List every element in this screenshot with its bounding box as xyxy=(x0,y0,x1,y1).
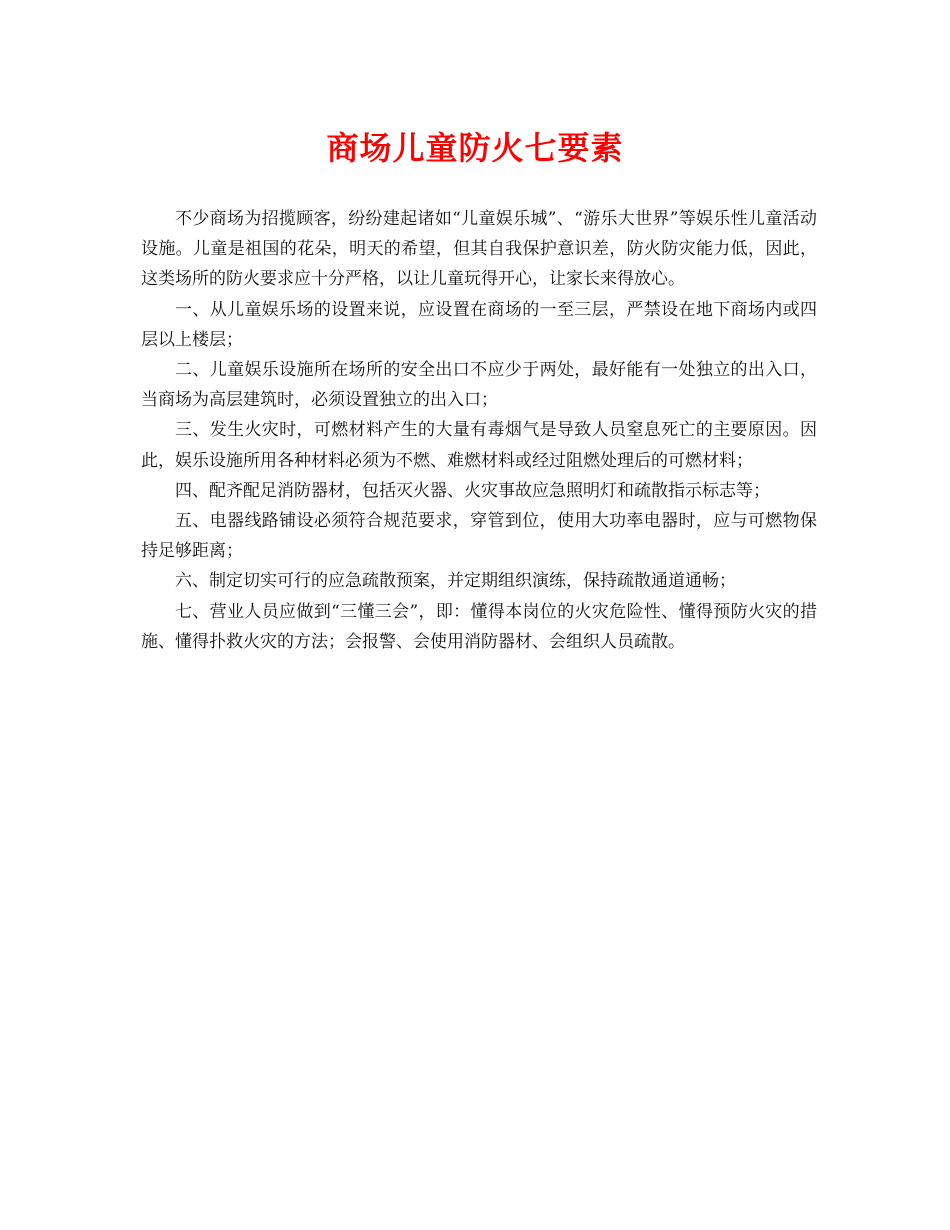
rule-paragraph-1: 一、从儿童娱乐场的设置来说，应设置在商场的一至三层，严禁设在地下商场内或四层以上楼层； xyxy=(141,299,817,350)
rule-paragraph-2: 二、儿童娱乐设施所在场所的安全出口不应少于两处，最好能有一处独立的出入口，当商场为高层建筑时，必须设置独立的出入口； xyxy=(141,360,817,411)
rule-paragraph-6: 六、制定切实可行的应急疏散预案，并定期组织演练，保持疏散通道通畅； xyxy=(175,571,736,592)
rule-paragraph-5: 五、电器线路铺设必须符合规范要求，穿管到位，使用大功率电器时，应与可燃物保持足够距离； xyxy=(141,511,817,562)
rule-paragraph-7: 七、营业人员应做到“三懂三会”，即：懂得本岗位的火灾危险性、懂得预防火灾的措施、懂得扑救火灾的方法；会报警、会使用消防器材、会组织人员疏散。 xyxy=(141,601,817,652)
rule-paragraph-4: 四、配齐配足消防器材，包括灭火器、火灾事故应急照明灯和疏散指示标志等； xyxy=(175,480,770,501)
intro-paragraph: 不少商场为招揽顾客，纷纷建起诸如“儿童娱乐城”、“游乐大世界”等娱乐性儿童活动设施。儿童是祖国的花朵，明天的希望，但其自我保护意识差，防火防灾能力低，因此，这类场所的防火要求应十分严格，以让儿童玩得开心，让家长来得放心。 xyxy=(141,209,817,290)
page-title: 商场儿童防火七要素 xyxy=(326,129,624,167)
document-body xyxy=(141,204,817,657)
rule-paragraph-3: 三、发生火灾时，可燃材料产生的大量有毒烟气是导致人员窒息死亡的主要原因。因此，娱乐设施所用各种材料必须为不燃、难燃材料或经过阻燃处理后的可燃材料； xyxy=(141,420,817,471)
